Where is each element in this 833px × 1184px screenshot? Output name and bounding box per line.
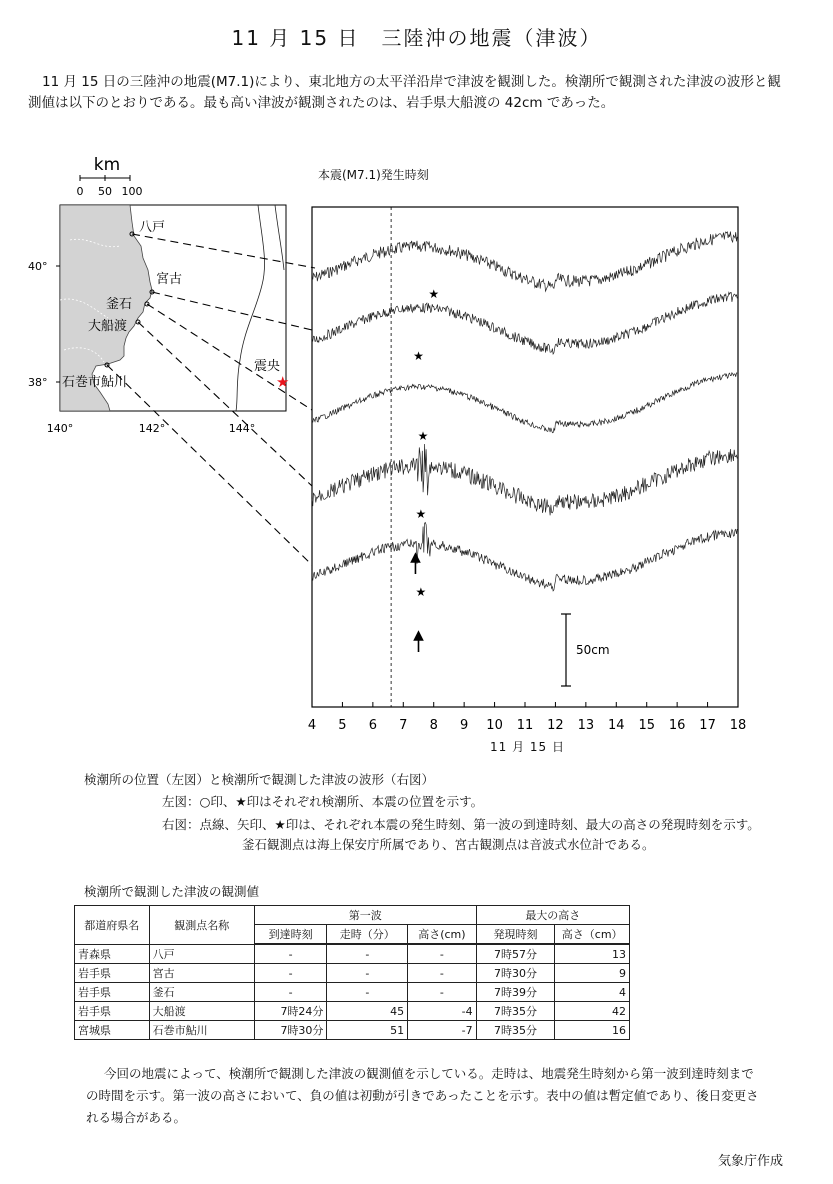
cell-max: 9 (555, 964, 630, 983)
cell-pref: 岩手県 (75, 964, 150, 983)
cell-pref: 宮城県 (75, 1021, 150, 1040)
station-label-ayukawa: 石巻市鮎川 (62, 375, 128, 390)
station-label-miyako: 宮古 (156, 272, 183, 287)
x-tick-label: 6 (368, 718, 377, 733)
epicenter-label: 震央 (254, 359, 281, 374)
header-maxheight: 高さ（cm） (555, 925, 630, 945)
trace-3 (312, 373, 737, 433)
x-tick-label: 10 (486, 718, 503, 733)
cell-arrival: 7時24分 (254, 1002, 327, 1021)
station-label-hachinohe: 八戸 (139, 220, 166, 235)
x-tick-label: 16 (668, 718, 686, 733)
cell-arrival: 7時30分 (254, 1021, 327, 1040)
x-tick-label: 8 (429, 718, 438, 733)
cell-time: 7時30分 (476, 964, 555, 983)
cell-station: 八戸 (149, 944, 254, 964)
first-arrival-arrow-icon (411, 554, 419, 574)
cell-arrival: - (254, 944, 327, 964)
cell-height: - (408, 944, 476, 964)
x-tick-label: 17 (699, 718, 716, 733)
lat-label: 40° (28, 260, 48, 273)
table-row (75, 944, 630, 964)
chart-frame (312, 207, 738, 707)
cell-station: 大船渡 (149, 1002, 254, 1021)
caption-right: 右図：点線、矢印、★印は、それぞれ本震の発生時刻、第一波の到達時刻、最大の高さの発現時刻を示す。 (162, 817, 760, 832)
cell-pref: 青森県 (75, 944, 150, 964)
cell-height: -7 (408, 1021, 476, 1040)
x-tick-label: 14 (608, 718, 625, 733)
cell-travel: 51 (327, 1021, 408, 1040)
station-label-kamaishi: 釜石 (106, 297, 133, 312)
station-map (28, 155, 289, 435)
cell-travel: - (327, 983, 408, 1002)
cell-station: 宮古 (149, 964, 254, 983)
cell-pref: 岩手県 (75, 1002, 150, 1021)
lon-label: 144° (228, 422, 256, 435)
x-tick-label: 12 (547, 718, 564, 733)
max-star-icon: ★ (415, 585, 427, 599)
cell-max: 13 (555, 944, 630, 964)
max-star-icon: ★ (417, 429, 429, 443)
cell-time: 7時39分 (476, 983, 555, 1002)
header-time: 発現時刻 (476, 925, 555, 945)
trace-4 (312, 444, 737, 515)
trace-2 (312, 292, 737, 354)
header-station: 観測点名称 (149, 906, 254, 945)
lon-label: 142° (138, 422, 166, 435)
cell-arrival: - (254, 983, 327, 1002)
x-tick-label: 11 (516, 718, 534, 733)
header-height: 高さ(cm) (408, 925, 476, 945)
table-row (75, 1021, 630, 1040)
scale-tick: 50 (98, 185, 112, 198)
cell-station: 釜石 (149, 983, 254, 1002)
intro-paragraph: 11 月 15 日の三陸沖の地震(M7.1)により、東北地方の太平洋沿岸で津波を観測した。検潮所で観測された津波の波形と観測値は以下のとおりである。最も高い津波が観測されたのは、岩手県大船渡の 42cm であった。 (28, 74, 781, 111)
table-row (75, 1002, 630, 1021)
x-tick-label: 5 (338, 718, 347, 733)
cell-time: 7時35分 (476, 1002, 555, 1021)
x-tick-label: 18 (729, 718, 747, 733)
cell-station: 石巻市鮎川 (149, 1021, 254, 1040)
header-arrival: 到達時刻 (254, 925, 327, 945)
explanation-text: 今回の地震によって、検潮所で観測した津波の観測値を示している。走時は、地震発生時刻から第一波到達時刻までの時間を示す。第一波の高さにおいて、負の値は初動が引きであったことを示す。表中の値は暫定値であり、後日変更される場合がある。 (86, 1066, 759, 1125)
cell-travel: - (327, 964, 408, 983)
cell-time: 7時35分 (476, 1021, 555, 1040)
scale-unit: km (93, 155, 121, 175)
header-max-height: 最大の高さ (476, 906, 629, 925)
x-tick-label: 7 (399, 718, 408, 733)
header-travel: 走時（分） (327, 925, 408, 945)
table-row (75, 964, 630, 983)
cell-height: - (408, 964, 476, 983)
cell-max: 4 (555, 983, 630, 1002)
x-axis-label: 11 月 15 日 (490, 740, 565, 754)
station-label-ofunato: 大船渡 (88, 319, 128, 334)
cell-max: 16 (555, 1021, 630, 1040)
cell-max: 42 (555, 1002, 630, 1021)
caption-main: 検潮所の位置（左図）と検潮所で観測した津波の波形（右図） (84, 772, 435, 787)
lon-label: 140° (46, 422, 74, 435)
epicenter-star-icon: ★ (276, 373, 290, 391)
cell-time: 7時57分 (476, 944, 555, 964)
page-title: 11 月 15 日 三陸沖の地震（津波） (231, 26, 602, 50)
caption-left: 左図：○印、★印はそれぞれ検潮所、本震の位置を示す。 (162, 794, 484, 809)
caption-note: 釜石観測点は海上保安庁所属であり、宮古観測点は音波式水位計である。 (242, 837, 655, 852)
trace-1 (312, 232, 737, 292)
trace-5 (312, 523, 737, 591)
x-tick-label: 15 (638, 718, 655, 733)
cell-arrival: - (254, 964, 327, 983)
x-tick-label: 9 (460, 718, 469, 733)
cell-travel: 45 (327, 1002, 408, 1021)
cell-pref: 岩手県 (75, 983, 150, 1002)
max-star-icon: ★ (413, 349, 424, 363)
cell-height: - (408, 983, 476, 1002)
x-tick-label: 13 (577, 718, 595, 733)
cell-height: -4 (408, 1002, 476, 1021)
amplitude-scale-bar (561, 614, 610, 686)
observation-table (74, 905, 630, 1040)
table-title: 検潮所で観測した津波の観測値 (84, 884, 260, 899)
scale-bar-label: 50cm (576, 643, 610, 657)
scale-tick: 100 (121, 185, 143, 198)
header-first-wave: 第一波 (254, 906, 476, 925)
lat-label: 38° (28, 376, 48, 389)
header-pref: 都道府県名 (75, 906, 150, 945)
scale-tick: 0 (76, 185, 84, 198)
credit: 気象庁作成 (718, 1154, 784, 1169)
x-tick-label: 4 (307, 718, 317, 733)
max-star-icon: ★ (415, 507, 427, 521)
mainshock-label: 本震(M7.1)発生時刻 (318, 168, 429, 182)
table-row (75, 983, 630, 1002)
max-star-icon: ★ (428, 287, 440, 301)
tide-traces (312, 232, 737, 591)
first-arrival-arrow-icon (415, 632, 423, 652)
cell-travel: - (327, 944, 408, 964)
